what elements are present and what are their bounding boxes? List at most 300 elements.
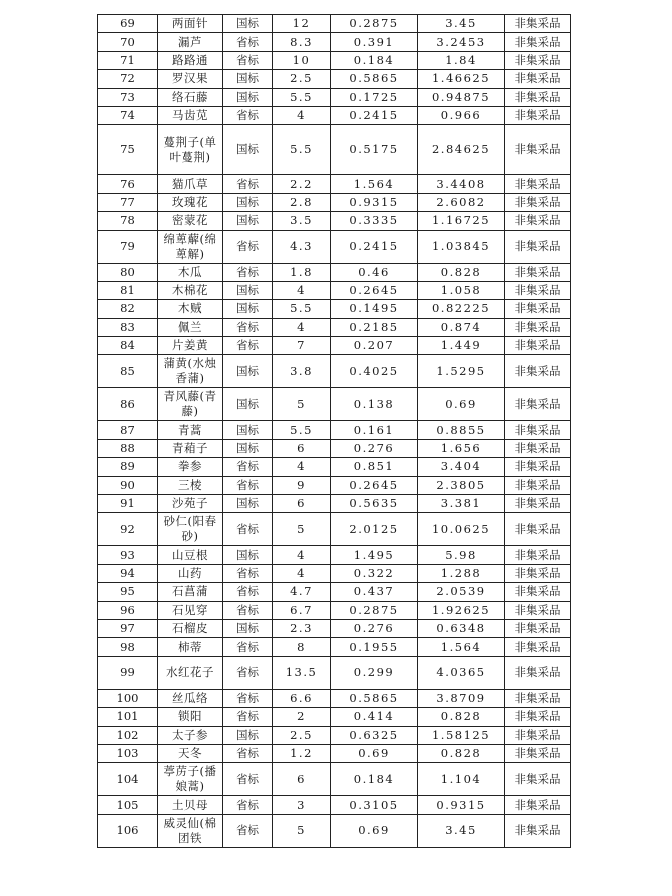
unit-price-cell: 0.3105 [331,796,418,814]
total-price-cell: 3.404 [418,458,505,476]
quantity-cell: 13.5 [273,656,331,689]
herb-name-cell: 土贝母 [158,796,223,814]
unit-price-cell: 1.564 [331,175,418,193]
standard-cell: 省标 [223,814,273,847]
row-number-cell: 90 [98,476,158,494]
category-cell: 非集采品 [505,689,571,707]
row-number-cell: 80 [98,263,158,281]
herb-name-cell: 路路通 [158,51,223,69]
table-row [98,763,571,796]
total-price-cell: 1.84 [418,51,505,69]
row-number-cell: 76 [98,175,158,193]
total-price-cell: 0.966 [418,106,505,124]
standard-cell: 省标 [223,263,273,281]
standard-cell: 省标 [223,583,273,601]
unit-price-cell: 0.5865 [331,70,418,88]
total-price-cell: 0.69 [418,388,505,421]
category-cell: 非集采品 [505,15,571,33]
total-price-cell: 0.94875 [418,88,505,106]
total-price-cell: 0.9315 [418,796,505,814]
table-row [98,88,571,106]
herb-name-cell: 绵萆薢(绵萆解) [158,230,223,263]
category-cell: 非集采品 [505,263,571,281]
unit-price-cell: 0.851 [331,458,418,476]
herb-name-cell: 砂仁(阳春砂) [158,513,223,546]
standard-cell: 省标 [223,51,273,69]
category-cell: 非集采品 [505,355,571,388]
category-cell: 非集采品 [505,744,571,762]
unit-price-cell: 0.299 [331,656,418,689]
herb-name-cell: 玫瑰花 [158,193,223,211]
standard-cell: 省标 [223,458,273,476]
standard-cell: 省标 [223,744,273,762]
category-cell: 非集采品 [505,564,571,582]
unit-price-cell: 0.276 [331,619,418,637]
row-number-cell: 97 [98,619,158,637]
total-price-cell: 3.2453 [418,33,505,51]
unit-price-cell: 0.2875 [331,601,418,619]
unit-price-cell: 0.138 [331,388,418,421]
total-price-cell: 3.8709 [418,689,505,707]
category-cell: 非集采品 [505,546,571,564]
row-number-cell: 86 [98,388,158,421]
quantity-cell: 6 [273,439,331,457]
herb-name-cell: 太子参 [158,726,223,744]
total-price-cell: 1.46625 [418,70,505,88]
category-cell: 非集采品 [505,708,571,726]
unit-price-cell: 0.414 [331,708,418,726]
quantity-cell: 3.5 [273,212,331,230]
herb-name-cell: 石榴皮 [158,619,223,637]
herb-name-cell: 两面针 [158,15,223,33]
standard-cell: 省标 [223,601,273,619]
unit-price-cell: 0.4025 [331,355,418,388]
standard-cell: 国标 [223,125,273,175]
category-cell: 非集采品 [505,193,571,211]
quantity-cell: 6.7 [273,601,331,619]
quantity-cell: 5 [273,814,331,847]
herb-name-cell: 蔓荆子(单叶蔓荆) [158,125,223,175]
unit-price-cell: 0.161 [331,421,418,439]
unit-price-cell: 0.2415 [331,230,418,263]
table-row [98,439,571,457]
total-price-cell: 0.6348 [418,619,505,637]
table-row [98,388,571,421]
herb-name-cell: 威灵仙(棉团铁 [158,814,223,847]
herb-name-cell: 蒲黄(水烛香蒲) [158,355,223,388]
category-cell: 非集采品 [505,601,571,619]
row-number-cell: 85 [98,355,158,388]
unit-price-cell: 0.2875 [331,15,418,33]
row-number-cell: 69 [98,15,158,33]
standard-cell: 国标 [223,355,273,388]
standard-cell: 国标 [223,193,273,211]
unit-price-cell: 0.5635 [331,495,418,513]
quantity-cell: 2.5 [273,726,331,744]
row-number-cell: 100 [98,689,158,707]
total-price-cell: 3.45 [418,814,505,847]
row-number-cell: 101 [98,708,158,726]
table-row [98,421,571,439]
category-cell: 非集采品 [505,763,571,796]
quantity-cell: 10 [273,51,331,69]
standard-cell: 国标 [223,726,273,744]
standard-cell: 国标 [223,546,273,564]
total-price-cell: 0.828 [418,744,505,762]
row-number-cell: 104 [98,763,158,796]
category-cell: 非集采品 [505,33,571,51]
total-price-cell: 5.98 [418,546,505,564]
table-row [98,619,571,637]
standard-cell: 省标 [223,476,273,494]
table-row [98,175,571,193]
unit-price-cell: 0.5865 [331,689,418,707]
table-row [98,601,571,619]
row-number-cell: 82 [98,300,158,318]
unit-price-cell: 0.437 [331,583,418,601]
category-cell: 非集采品 [505,337,571,355]
table-row [98,281,571,299]
total-price-cell: 10.0625 [418,513,505,546]
quantity-cell: 2.8 [273,193,331,211]
standard-cell: 国标 [223,495,273,513]
category-cell: 非集采品 [505,421,571,439]
total-price-cell: 2.3805 [418,476,505,494]
total-price-cell: 4.0365 [418,656,505,689]
row-number-cell: 94 [98,564,158,582]
table-row [98,458,571,476]
herb-name-cell: 木瓜 [158,263,223,281]
row-number-cell: 95 [98,583,158,601]
category-cell: 非集采品 [505,476,571,494]
unit-price-cell: 0.207 [331,337,418,355]
unit-price-cell: 0.3335 [331,212,418,230]
quantity-cell: 5.5 [273,300,331,318]
table-row [98,513,571,546]
unit-price-cell: 0.69 [331,814,418,847]
category-cell: 非集采品 [505,726,571,744]
standard-cell: 省标 [223,763,273,796]
total-price-cell: 3.45 [418,15,505,33]
table-row [98,51,571,69]
category-cell: 非集采品 [505,619,571,637]
total-price-cell: 0.874 [418,318,505,336]
quantity-cell: 2.2 [273,175,331,193]
table-row [98,70,571,88]
category-cell: 非集采品 [505,281,571,299]
category-cell: 非集采品 [505,125,571,175]
unit-price-cell: 0.46 [331,263,418,281]
total-price-cell: 2.0539 [418,583,505,601]
quantity-cell: 4 [273,318,331,336]
table-row [98,796,571,814]
quantity-cell: 4 [273,564,331,582]
standard-cell: 国标 [223,619,273,637]
herb-name-cell: 三棱 [158,476,223,494]
quantity-cell: 4 [273,546,331,564]
herb-name-cell: 葶苈子(播娘蒿) [158,763,223,796]
herb-name-cell: 青蒿 [158,421,223,439]
unit-price-cell: 0.391 [331,33,418,51]
quantity-cell: 4.3 [273,230,331,263]
quantity-cell: 2.3 [273,619,331,637]
total-price-cell: 1.92625 [418,601,505,619]
standard-cell: 国标 [223,212,273,230]
quantity-cell: 2 [273,708,331,726]
table-row [98,708,571,726]
table-row [98,689,571,707]
standard-cell: 省标 [223,638,273,656]
category-cell: 非集采品 [505,495,571,513]
herb-name-cell: 木贼 [158,300,223,318]
herb-name-cell: 青葙子 [158,439,223,457]
row-number-cell: 83 [98,318,158,336]
row-number-cell: 102 [98,726,158,744]
table-row [98,495,571,513]
unit-price-cell: 0.184 [331,763,418,796]
row-number-cell: 103 [98,744,158,762]
quantity-cell: 12 [273,15,331,33]
quantity-cell: 5 [273,388,331,421]
unit-price-cell: 0.9315 [331,193,418,211]
herb-name-cell: 猫爪草 [158,175,223,193]
category-cell: 非集采品 [505,656,571,689]
quantity-cell: 1.2 [273,744,331,762]
standard-cell: 省标 [223,175,273,193]
table-row [98,125,571,175]
row-number-cell: 73 [98,88,158,106]
herb-name-cell: 片姜黄 [158,337,223,355]
table-row [98,355,571,388]
table-row [98,263,571,281]
quantity-cell: 4 [273,281,331,299]
row-number-cell: 106 [98,814,158,847]
herb-name-cell: 锁阳 [158,708,223,726]
quantity-cell: 4 [273,458,331,476]
table-row [98,212,571,230]
quantity-cell: 2.5 [273,70,331,88]
standard-cell: 省标 [223,318,273,336]
standard-cell: 省标 [223,337,273,355]
category-cell: 非集采品 [505,583,571,601]
herb-name-cell: 丝瓜络 [158,689,223,707]
quantity-cell: 9 [273,476,331,494]
standard-cell: 省标 [223,230,273,263]
herb-name-cell: 石见穿 [158,601,223,619]
row-number-cell: 79 [98,230,158,263]
unit-price-cell: 0.2185 [331,318,418,336]
quantity-cell: 1.8 [273,263,331,281]
category-cell: 非集采品 [505,814,571,847]
herb-name-cell: 沙苑子 [158,495,223,513]
herb-name-cell: 拳参 [158,458,223,476]
standard-cell: 省标 [223,708,273,726]
category-cell: 非集采品 [505,230,571,263]
total-price-cell: 1.449 [418,337,505,355]
herb-name-cell: 密蒙花 [158,212,223,230]
unit-price-cell: 2.0125 [331,513,418,546]
total-price-cell: 1.5295 [418,355,505,388]
category-cell: 非集采品 [505,318,571,336]
standard-cell: 国标 [223,281,273,299]
category-cell: 非集采品 [505,88,571,106]
row-number-cell: 99 [98,656,158,689]
row-number-cell: 93 [98,546,158,564]
unit-price-cell: 0.5175 [331,125,418,175]
table-row [98,230,571,263]
herb-name-cell: 水红花子 [158,656,223,689]
row-number-cell: 71 [98,51,158,69]
category-cell: 非集采品 [505,300,571,318]
table-row [98,193,571,211]
category-cell: 非集采品 [505,51,571,69]
standard-cell: 省标 [223,106,273,124]
category-cell: 非集采品 [505,388,571,421]
quantity-cell: 6 [273,763,331,796]
herb-name-cell: 山豆根 [158,546,223,564]
table-row [98,476,571,494]
row-number-cell: 98 [98,638,158,656]
table-row [98,546,571,564]
table-row [98,564,571,582]
standard-cell: 国标 [223,300,273,318]
category-cell: 非集采品 [505,439,571,457]
table-row [98,583,571,601]
table-row [98,106,571,124]
total-price-cell: 1.058 [418,281,505,299]
quantity-cell: 5.5 [273,88,331,106]
category-cell: 非集采品 [505,70,571,88]
total-price-cell: 2.6082 [418,193,505,211]
row-number-cell: 92 [98,513,158,546]
total-price-cell: 3.381 [418,495,505,513]
quantity-cell: 5.5 [273,421,331,439]
unit-price-cell: 0.1725 [331,88,418,106]
table-row [98,814,571,847]
row-number-cell: 89 [98,458,158,476]
table-row [98,318,571,336]
category-cell: 非集采品 [505,638,571,656]
row-number-cell: 77 [98,193,158,211]
herb-name-cell: 天冬 [158,744,223,762]
table-row [98,656,571,689]
row-number-cell: 72 [98,70,158,88]
standard-cell: 国标 [223,88,273,106]
category-cell: 非集采品 [505,513,571,546]
category-cell: 非集采品 [505,458,571,476]
total-price-cell: 1.104 [418,763,505,796]
herb-name-cell: 石菖蒲 [158,583,223,601]
row-number-cell: 74 [98,106,158,124]
total-price-cell: 1.58125 [418,726,505,744]
total-price-cell: 1.656 [418,439,505,457]
quantity-cell: 5.5 [273,125,331,175]
unit-price-cell: 0.322 [331,564,418,582]
quantity-cell: 4 [273,106,331,124]
category-cell: 非集采品 [505,212,571,230]
standard-cell: 省标 [223,33,273,51]
row-number-cell: 105 [98,796,158,814]
unit-price-cell: 0.1955 [331,638,418,656]
row-number-cell: 96 [98,601,158,619]
row-number-cell: 75 [98,125,158,175]
quantity-cell: 8 [273,638,331,656]
herb-name-cell: 木棉花 [158,281,223,299]
row-number-cell: 78 [98,212,158,230]
quantity-cell: 6 [273,495,331,513]
table-row [98,726,571,744]
unit-price-cell: 0.184 [331,51,418,69]
table-row [98,337,571,355]
total-price-cell: 0.8855 [418,421,505,439]
standard-cell: 国标 [223,70,273,88]
standard-cell: 国标 [223,439,273,457]
herb-name-cell: 山药 [158,564,223,582]
unit-price-cell: 0.2415 [331,106,418,124]
total-price-cell: 3.4408 [418,175,505,193]
herb-name-cell: 罗汉果 [158,70,223,88]
table-row [98,300,571,318]
table-row [98,33,571,51]
row-number-cell: 84 [98,337,158,355]
table-row [98,638,571,656]
herb-name-cell: 柿蒂 [158,638,223,656]
unit-price-cell: 0.2645 [331,281,418,299]
category-cell: 非集采品 [505,106,571,124]
quantity-cell: 4.7 [273,583,331,601]
row-number-cell: 70 [98,33,158,51]
unit-price-cell: 0.69 [331,744,418,762]
row-number-cell: 91 [98,495,158,513]
row-number-cell: 81 [98,281,158,299]
unit-price-cell: 0.1495 [331,300,418,318]
quantity-cell: 3.8 [273,355,331,388]
category-cell: 非集采品 [505,796,571,814]
total-price-cell: 1.288 [418,564,505,582]
quantity-cell: 3 [273,796,331,814]
standard-cell: 省标 [223,796,273,814]
unit-price-cell: 1.495 [331,546,418,564]
standard-cell: 国标 [223,421,273,439]
unit-price-cell: 0.6325 [331,726,418,744]
total-price-cell: 0.828 [418,708,505,726]
total-price-cell: 1.03845 [418,230,505,263]
row-number-cell: 87 [98,421,158,439]
quantity-cell: 5 [273,513,331,546]
category-cell: 非集采品 [505,175,571,193]
standard-cell: 省标 [223,513,273,546]
row-number-cell: 88 [98,439,158,457]
table-row [98,15,571,33]
total-price-cell: 1.564 [418,638,505,656]
total-price-cell: 0.82225 [418,300,505,318]
standard-cell: 国标 [223,15,273,33]
standard-cell: 省标 [223,564,273,582]
herb-name-cell: 佩兰 [158,318,223,336]
quantity-cell: 7 [273,337,331,355]
herb-name-cell: 络石藤 [158,88,223,106]
standard-cell: 国标 [223,388,273,421]
quantity-cell: 6.6 [273,689,331,707]
standard-cell: 省标 [223,689,273,707]
total-price-cell: 1.16725 [418,212,505,230]
herb-name-cell: 马齿苋 [158,106,223,124]
total-price-cell: 2.84625 [418,125,505,175]
herb-price-table [97,14,571,848]
quantity-cell: 8.3 [273,33,331,51]
table-body [98,15,571,848]
unit-price-cell: 0.276 [331,439,418,457]
